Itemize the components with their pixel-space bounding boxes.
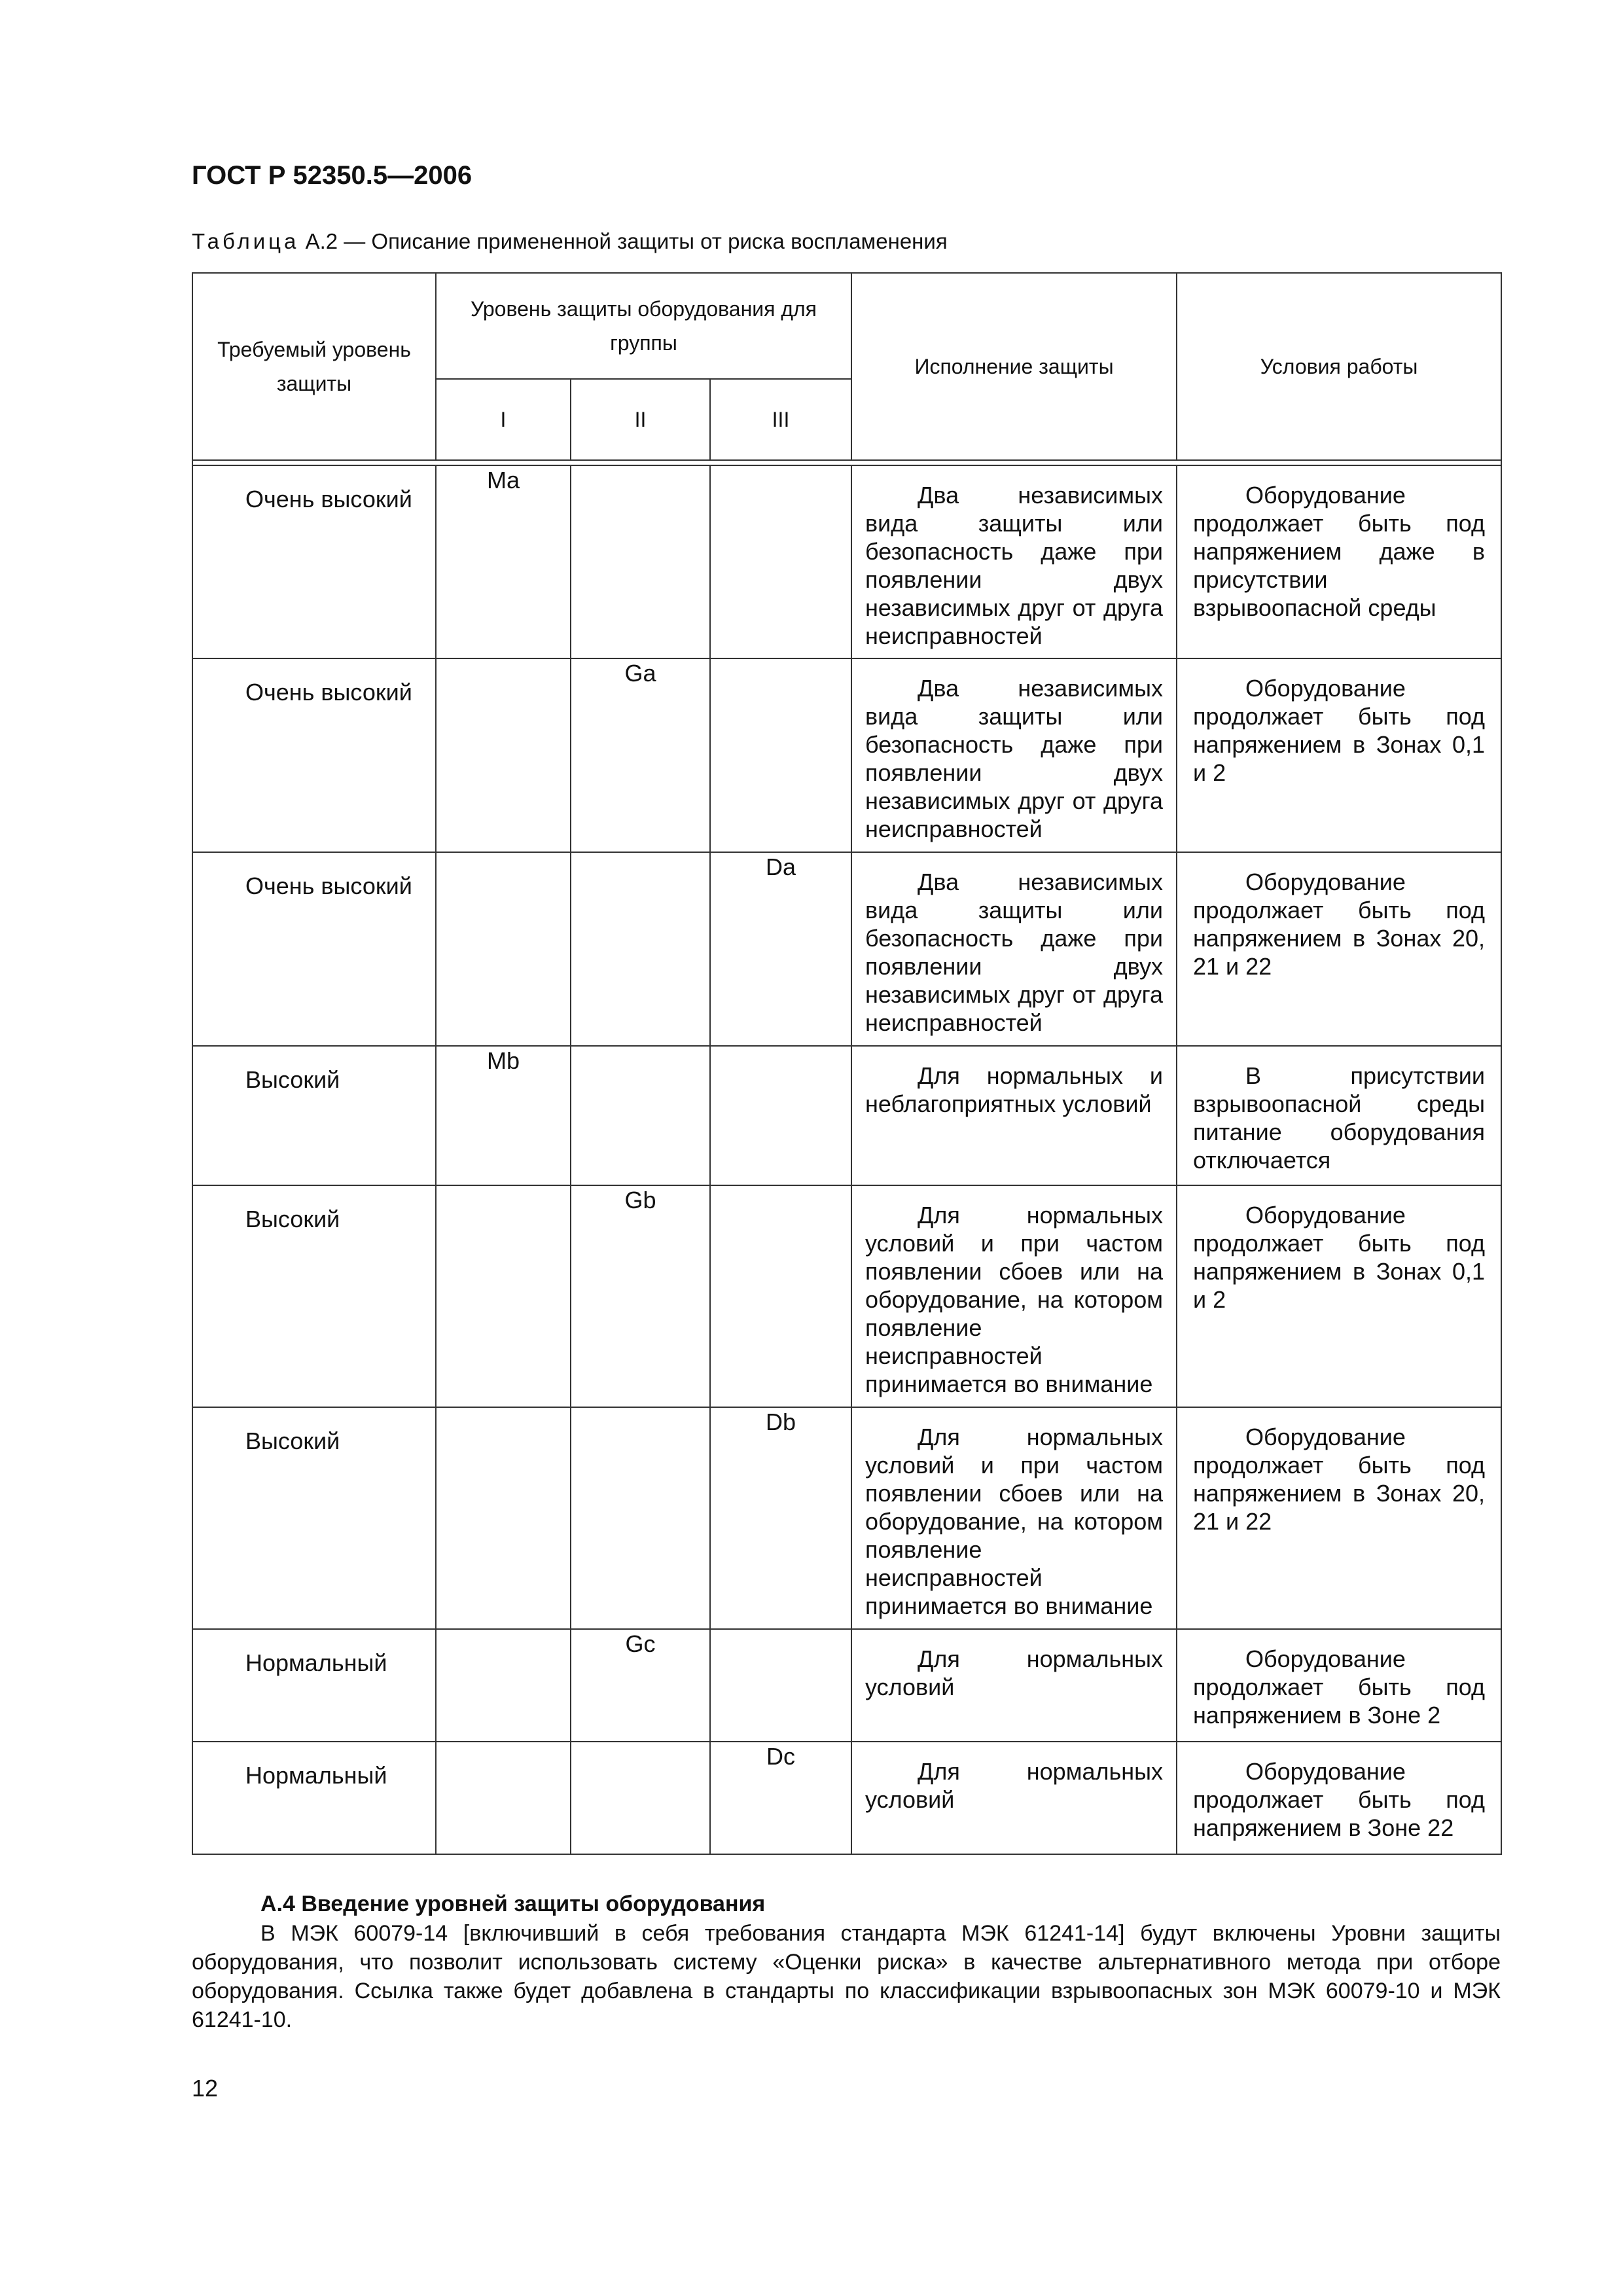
conditions-cell: Оборудование продолжает быть под напряжением в Зоне 22 (1177, 1742, 1501, 1854)
header-separator (192, 460, 1501, 465)
header-group-2: II (571, 379, 710, 460)
protection-cell: Для нормальных условий (851, 1742, 1177, 1854)
table-row (192, 1407, 1501, 1629)
group-3-cell (710, 658, 851, 852)
required-level-cell: Нормальный (192, 1629, 436, 1742)
group-3-cell: Dc (710, 1742, 851, 1854)
protection-cell: Два независимых вида защиты или безопасность даже при появлении двух независимых друг от друга неисправностей (851, 465, 1177, 658)
table-row (192, 1046, 1501, 1185)
required-level-cell: Нормальный (192, 1742, 436, 1854)
header-protection: Исполнение защиты (851, 273, 1177, 460)
table-caption-label: Таблица (192, 229, 300, 253)
group-2-cell: Gb (571, 1185, 710, 1407)
conditions-cell: Оборудование продолжает быть под напряжением в Зонах 0,1 и 2 (1177, 658, 1501, 852)
group-3-cell (710, 1185, 851, 1407)
protection-cell: Для нормальных и неблагоприятных условий (851, 1046, 1177, 1185)
table-caption-text: А.2 — Описание примененной защиты от риска воспламенения (305, 229, 948, 253)
group-3-cell: Da (710, 852, 851, 1046)
protection-cell: Два независимых вида защиты или безопасность даже при появлении двух независимых друг от друга неисправностей (851, 658, 1177, 852)
group-2-cell: Ga (571, 658, 710, 852)
group-2-cell (571, 1407, 710, 1629)
protection-cell: Для нормальных условий и при частом появлении сбоев или на оборудование, на котором появление неисправностей принимается во внимание (851, 1185, 1177, 1407)
header-required-level: Требуемый уровень защиты (192, 273, 436, 460)
page-number: 12 (192, 2075, 219, 2102)
conditions-cell: Оборудование продолжает быть под напряжением в Зонах 20, 21 и 22 (1177, 1407, 1501, 1629)
group-1-cell (436, 1742, 571, 1854)
required-level-cell: Очень высокий (192, 465, 436, 658)
required-level-cell: Высокий (192, 1407, 436, 1629)
table-row (192, 852, 1501, 1046)
conditions-cell: Оборудование продолжает быть под напряжением в Зонах 0,1 и 2 (1177, 1185, 1501, 1407)
table-row (192, 1742, 1501, 1854)
protection-levels-table (192, 272, 1502, 1855)
table-row (192, 1629, 1501, 1742)
group-3-cell (710, 1046, 851, 1185)
group-2-cell (571, 465, 710, 658)
group-1-cell (436, 1185, 571, 1407)
protection-cell: Для нормальных условий и при частом появлении сбоев или на оборудование, на котором появление неисправностей принимается во внимание (851, 1407, 1177, 1629)
group-2-cell: Gc (571, 1629, 710, 1742)
protection-cell: Для нормальных условий (851, 1629, 1177, 1742)
table-row (192, 1185, 1501, 1407)
group-1-cell (436, 1629, 571, 1742)
header-group-3: III (710, 379, 851, 460)
group-1-cell: Ma (436, 465, 571, 658)
conditions-cell: Оборудование продолжает быть под напряжением в Зоне 2 (1177, 1629, 1501, 1742)
required-level-cell: Очень высокий (192, 852, 436, 1046)
group-3-cell: Db (710, 1407, 851, 1629)
required-level-cell: Высокий (192, 1046, 436, 1185)
section-title: А.4 Введение уровней защиты оборудования (260, 1892, 766, 1916)
table-row (192, 658, 1501, 852)
header-conditions: Условия работы (1177, 273, 1501, 460)
group-1-cell (436, 1407, 571, 1629)
group-1-cell: Mb (436, 1046, 571, 1185)
required-level-cell: Высокий (192, 1185, 436, 1407)
group-2-cell (571, 1742, 710, 1854)
group-1-cell (436, 852, 571, 1046)
conditions-cell: Оборудование продолжает быть под напряжением даже в присутствии взрывоопасной среды (1177, 465, 1501, 658)
table-caption (192, 229, 948, 254)
conditions-cell: В присутствии взрывоопасной среды питание оборудования отключается (1177, 1046, 1501, 1185)
group-1-cell (436, 658, 571, 852)
group-3-cell (710, 465, 851, 658)
group-2-cell (571, 1046, 710, 1185)
group-2-cell (571, 852, 710, 1046)
protection-cell: Два независимых вида защиты или безопасность даже при появлении двух независимых друг от друга неисправностей (851, 852, 1177, 1046)
group-3-cell (710, 1629, 851, 1742)
required-level-cell: Очень высокий (192, 658, 436, 852)
section-body: В МЭК 60079-14 [включивший в себя требования стандарта МЭК 61241-14] будут включены Уровни защиты оборудования, что позволит использовать систему «Оценки риска» в качестве альтернативного метода при отборе оборудования. Ссылка также будет добавлена в стандарты по классификации взрывоопасных зон МЭК 60079-10 и МЭК 61241-10. (192, 1921, 1501, 2032)
header-group-1: I (436, 379, 571, 460)
conditions-cell: Оборудование продолжает быть под напряжением в Зонах 20, 21 и 22 (1177, 852, 1501, 1046)
table-row (192, 465, 1501, 658)
standard-designation: ГОСТ Р 52350.5—2006 (192, 161, 473, 190)
header-equipment-level: Уровень защиты оборудования для группы (436, 273, 851, 379)
